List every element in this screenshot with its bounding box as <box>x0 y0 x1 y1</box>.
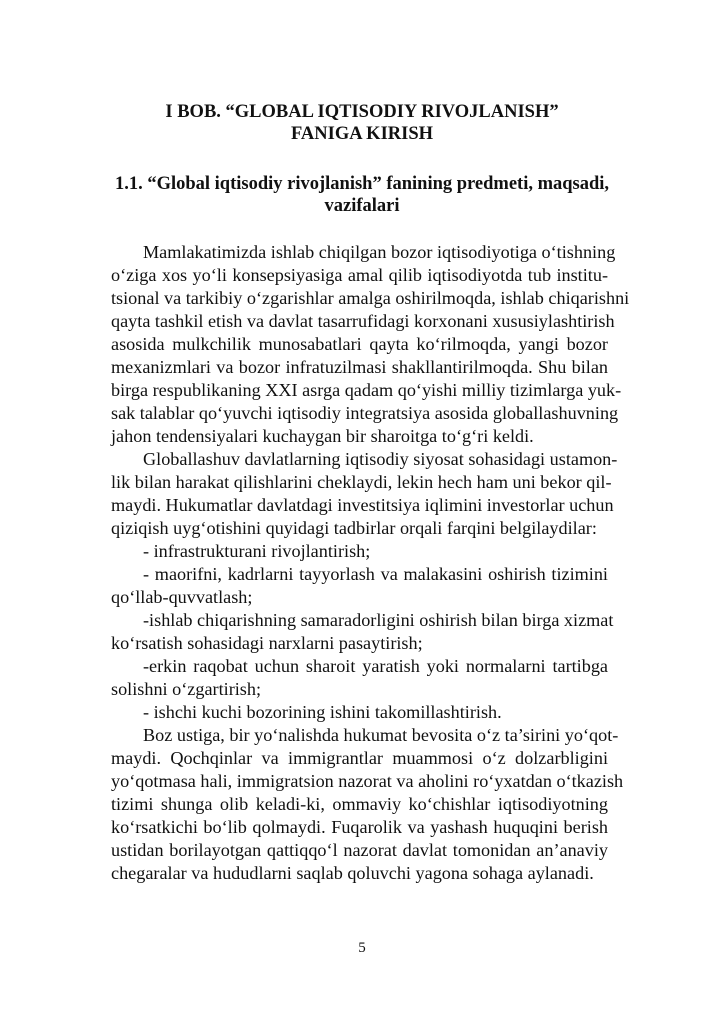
paragraph <box>111 540 608 563</box>
text-line: - maorifni, kadrlarni tayyorlash va malakasini oshirish tizimini <box>143 564 608 584</box>
text-line: -erkin raqobat uchun sharoit yaratish yoki normalarni tartibga <box>143 656 608 676</box>
chapter-title <box>0 101 724 145</box>
paragraph <box>111 241 630 448</box>
text-line: jahon tendensiyalari kuchaygan bir sharoitga to‘g‘ri keldi. <box>111 426 534 446</box>
body-text <box>111 241 630 885</box>
text-line: lik bilan harakat qilishlarini cheklaydi, lekin hech ham uni bekor qil- <box>111 472 612 492</box>
text-line: tsional va tarkibiy o‘zgarishlar amalga oshirilmoqda, ishlab chiqarishni <box>111 288 630 308</box>
section-title-line: 1.1. “Global iqtisodiy rivojlanish” fanining predmeti, maqsadi, <box>114 174 610 194</box>
text-line: - infrastrukturani rivojlantirish; <box>143 541 371 561</box>
text-line: - ishchi kuchi bozorining ishini takomillashtirish. <box>143 702 502 722</box>
paragraph <box>111 701 608 724</box>
chapter-title-line: I BOB. “GLOBAL IQTISODIY RIVOJLANISH” <box>165 102 559 122</box>
text-line: mexanizmlari va bozor infratuzilmasi shakllantirilmoqda. Shu bilan <box>111 357 608 377</box>
text-line: chegaralar va hududlarni saqlab qoluvchi yagona sohaga aylanadi. <box>111 863 594 883</box>
paragraph <box>111 609 614 655</box>
paragraph <box>111 563 608 609</box>
chapter-title-line: FANIGA KIRISH <box>290 124 434 144</box>
text-line: Mamlakatimizda ishlab chiqilgan bozor iqtisodiyotiga o‘tishning <box>143 242 616 262</box>
text-line: -ishlab chiqarishning samaradorligini oshirish bilan birga xizmat <box>143 610 614 630</box>
text-line: sak talablar qo‘yuvchi iqtisodiy integratsiya asosida globallashuvning <box>111 403 619 423</box>
page-number: 5 <box>358 940 366 956</box>
text-line: ustidan borilayotgan qattiqqo‘l nazorat davlat tomonidan an’anaviy <box>111 840 608 860</box>
text-line: yo‘qotmasa hali, immigratsion nazorat va aholini ro‘yxatdan o‘tkazish <box>111 771 624 791</box>
text-line: maydi. Hukumatlar davlatdagi investitsiya iqlimini investorlar uchun <box>111 495 614 515</box>
text-line: qiziqish uyg‘otishini quyidagi tadbirlar orqali farqini belgilaydilar: <box>111 518 597 538</box>
text-line: ko‘rsatkichi bo‘lib qolmaydi. Fuqarolik va yashash huquqini berish <box>111 817 608 837</box>
paragraph <box>111 448 618 540</box>
text-line: solishni o‘zgartirish; <box>111 679 262 699</box>
text-line: tizimi shunga olib keladi-ki, ommaviy ko‘chishlar iqtisodiyotning <box>111 794 608 814</box>
text-line: Globallashuv davlatlarning iqtisodiy siyosat sohasidagi ustamon- <box>143 449 618 469</box>
text-line: o‘ziga xos yo‘li konsepsiyasiga amal qilib iqtisodiyotda tub institu- <box>111 265 608 285</box>
text-line: asosida mulkchilik munosabatlari qayta ko‘rilmoqda, yangi bozor <box>111 334 608 354</box>
text-line: Boz ustiga, bir yo‘nalishda hukumat bevosita o‘z ta’sirini yo‘qot- <box>143 725 619 745</box>
text-line: qayta tashkil etish va davlat tasarrufidagi korxonani xususiylashtirish <box>111 311 615 331</box>
text-line: ko‘rsatish sohasidagi narxlarni pasaytirish; <box>111 633 423 653</box>
text-line: maydi. Qochqinlar va immigrantlar muammosi o‘z dolzarbligini <box>111 748 608 768</box>
section-title-line: vazifalari <box>324 196 400 216</box>
text-line: birga respublikaning XXI asrga qadam qo‘yishi milliy tizimlarga yuk- <box>111 380 622 400</box>
paragraph <box>111 724 624 885</box>
section-title <box>0 173 724 217</box>
paragraph <box>111 655 608 701</box>
text-line: qo‘llab-quvvatlash; <box>111 587 253 607</box>
